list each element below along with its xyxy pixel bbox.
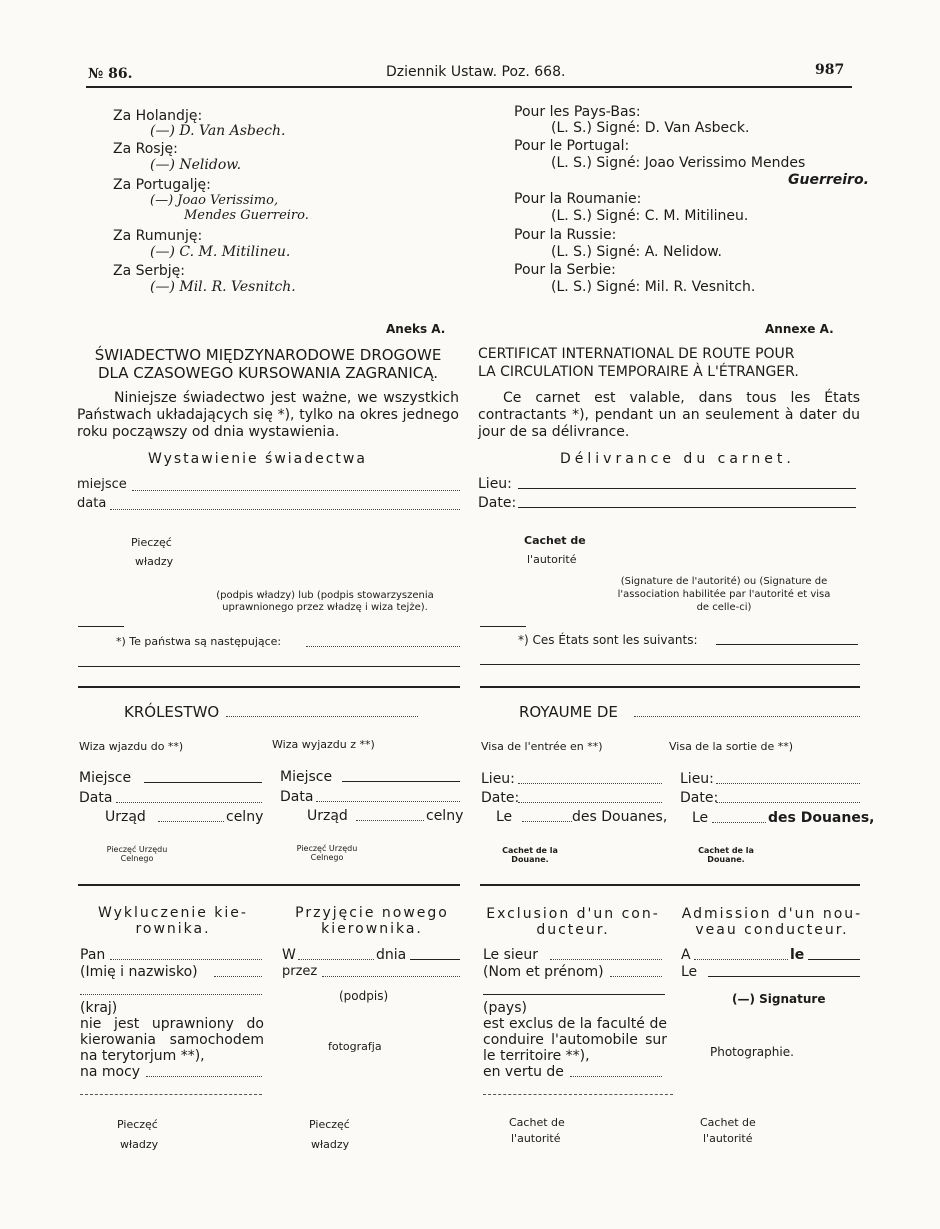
footnote-field-fr[interactable] [716, 644, 858, 645]
footnote-fr: *) Ces États sont les suivants: [518, 633, 698, 647]
visa-entry-pl: Wiza wjazdu do **) [79, 740, 184, 753]
signature-label-fr: (—) Signature [732, 992, 826, 1006]
data-exit-field[interactable] [316, 801, 460, 802]
signatory-country: Za Rosję: [113, 141, 178, 157]
exclusion-text-pl: nie jest uprawniony do kierowania samochodem na terytorjum **), [80, 1016, 264, 1064]
dnia-field[interactable] [410, 959, 460, 960]
rule-customs-pl [78, 884, 460, 886]
annex-label-pl: Aneks A. [386, 322, 446, 336]
exclusion-title-fr: Exclusion d'un con- [486, 906, 660, 922]
date-label-pl: data [77, 496, 107, 511]
miejsce-exit-label: Miejsce [280, 769, 333, 785]
a-label: A [681, 947, 691, 963]
signatory-country: Za Rumunję: [113, 228, 203, 244]
admission-title-fr-2: veau conducteur. [695, 922, 849, 938]
lieu-field-fr[interactable] [518, 488, 856, 489]
signature-note-fr-2: l'association habilitée par l'autorité et visa [617, 589, 831, 600]
urzad-exit-label: Urząd [307, 808, 348, 824]
le-label-adm-2: Le [681, 964, 698, 980]
signatory-name: (—) Mil. R. Vesnitch. [150, 279, 296, 295]
le-label-adm: le [790, 947, 805, 963]
pan-field[interactable] [110, 959, 262, 960]
signatory-name: (—) C. M. Mitilineu. [150, 244, 291, 260]
seal-label-fr-2: l'autorité [527, 553, 577, 566]
nom-field[interactable] [610, 976, 662, 977]
lieu-exit-label: Lieu: [680, 771, 714, 787]
kingdom-label-fr: ROYAUME DE [519, 703, 618, 721]
seal-label-pl: Pieczęć [131, 536, 172, 549]
certificate-subtitle-pl: DLA CZASOWEGO KURSOWANIA ZAGRANICĄ. [97, 364, 439, 382]
signatory-name: (L. S.) Signé: A. Nelidow. [551, 244, 722, 260]
lieu-entry-label: Lieu: [481, 771, 515, 787]
photo-label-fr: Photographie. [710, 1045, 794, 1059]
rule-customs-fr [480, 884, 860, 886]
footnote-rule-fr [480, 626, 526, 627]
certificate-title-fr: CERTIFICAT INTERNATIONAL DE ROUTE POUR [478, 346, 795, 362]
date-entry-field[interactable] [518, 802, 662, 803]
seal-bottom-pl-1: Pieczęć [117, 1118, 158, 1131]
page-number-label: № 86. [88, 66, 133, 82]
date-field-pl[interactable] [110, 509, 460, 510]
kingdom-field-fr[interactable] [634, 716, 860, 717]
footnote-rule-pl [78, 626, 124, 627]
signatory-country: Za Portugalję: [113, 177, 211, 193]
customs-seal-entry-fr: Cachet de la [502, 846, 558, 855]
przez-field[interactable] [322, 976, 460, 977]
admission-title-fr: Admission d'un nou- [681, 906, 863, 922]
a-field[interactable] [694, 959, 788, 960]
pan-label: Pan [80, 947, 106, 963]
en-vertu-field-2[interactable] [483, 1094, 673, 1095]
kingdom-field-pl[interactable] [226, 716, 418, 717]
name-field-pl[interactable] [214, 976, 262, 977]
signatory-name: (—) Joao Verissimo, [150, 193, 279, 208]
fotografja-label: fotografja [328, 1040, 382, 1053]
intro-pl: Niniejsze świadectwo jest ważne, we wszystkich Państwach układających się *), tylko na okres jednego roku począwszy od dnia wystawienia. [77, 390, 459, 440]
urzad-entry-field[interactable] [158, 821, 224, 822]
header-rule [86, 86, 852, 88]
podpis-label: (podpis) [339, 989, 389, 1003]
pays-field[interactable] [483, 994, 665, 995]
exclusion-title-fr-2: ducteur. [536, 922, 610, 938]
seal-bottom-fr-1b: l'autorité [511, 1132, 561, 1145]
seal-bottom-pl-2b: władzy [311, 1138, 350, 1151]
signatory-country: Za Serbję: [113, 263, 185, 279]
visa-entry-fr: Visa de l'entrée en **) [481, 740, 603, 753]
w-label: W [282, 947, 296, 963]
signatory-country: Pour la Roumanie: [514, 191, 642, 207]
country-field-pl[interactable] [80, 994, 262, 995]
miejsce-exit-field[interactable] [342, 781, 460, 782]
customs-seal-entry-pl-2: Celnego [120, 854, 154, 863]
urzad-entry-label: Urząd [105, 809, 146, 825]
exclusion-title-pl-2: rownika. [135, 921, 211, 937]
nom-label: (Nom et prénom) [483, 964, 604, 980]
signatory-country: Pour la Russie: [514, 227, 617, 243]
seal-bottom-fr-1: Cachet de [509, 1116, 565, 1129]
signatory-name: Mendes Guerreiro. [184, 208, 309, 223]
na-mocy-field[interactable] [146, 1076, 262, 1077]
signatory-name: (L. S.) Signé: D. Van Asbeck. [551, 120, 750, 136]
signature-note-pl-2: uprawnionego przez władzę i wiza tejże). [222, 602, 428, 613]
lieu-entry-field[interactable] [518, 783, 662, 784]
seal-label-fr: Cachet de [524, 534, 586, 547]
sieur-label: Le sieur [483, 947, 539, 963]
signatory-name: Guerreiro. [788, 172, 869, 188]
customs-seal-entry-fr-2: Douane. [511, 855, 549, 864]
urzad-exit-field[interactable] [356, 820, 424, 821]
dnia-label: dnia [376, 947, 407, 963]
name-label-pl: (Imię i nazwisko) [80, 964, 198, 980]
customs-seal-exit-fr: Cachet de la [698, 846, 754, 855]
journal-title: Dziennik Ustaw. Poz. 668. [386, 64, 566, 80]
date-label-fr: Date: [478, 495, 517, 511]
admission-title-pl-2: kierownika. [321, 921, 423, 937]
exclusion-title-pl: Wykluczenie kie- [98, 905, 248, 921]
date-field-fr[interactable] [518, 507, 856, 508]
le-field-adm-2[interactable] [708, 976, 860, 977]
certificate-subtitle-fr: LA CIRCULATION TEMPORAIRE À L'ÉTRANGER. [478, 364, 799, 380]
data-entry-label: Data [79, 790, 113, 806]
kraj-label: (kraj) [80, 1000, 118, 1016]
visa-exit-pl: Wiza wyjazdu z **) [272, 738, 375, 751]
data-entry-field[interactable] [116, 802, 262, 803]
intro-fr: Ce carnet est valable, dans tous les États contractants *), pendant un an seulement à dater du jour de sa délivrance. [478, 390, 860, 440]
celny-exit-label: celny [426, 808, 464, 824]
lieu-exit-field[interactable] [716, 783, 860, 784]
lieu-label-fr: Lieu: [478, 476, 512, 492]
customs-seal-exit-pl: Pieczęć Urzędu [296, 844, 358, 853]
signatory-country: Pour la Serbie: [514, 262, 616, 278]
rule-fr-thick [480, 686, 860, 688]
en-vertu-field[interactable] [570, 1076, 662, 1077]
seal-bottom-fr-2b: l'autorité [703, 1132, 753, 1145]
le-field-adm[interactable] [808, 959, 860, 960]
na-mocy-label: na mocy [80, 1064, 141, 1080]
issue-heading-fr: Délivrance du carnet. [560, 451, 795, 467]
celny-entry-label: celny [226, 809, 264, 825]
kingdom-label-pl: KRÓLESTWO [124, 703, 220, 721]
le-exit-field[interactable] [712, 822, 766, 823]
annex-label-fr: Annexe A. [765, 322, 834, 336]
pays-label: (pays) [483, 1000, 527, 1016]
seal-bottom-pl-2: Pieczęć [309, 1118, 350, 1131]
signatory-country: Pour le Portugal: [514, 138, 630, 154]
place-label-pl: miejsce [77, 477, 127, 492]
signature-note-pl: (podpis władzy) lub (podpis stowarzyszenia [216, 590, 434, 601]
signature-note-fr-3: de celle-ci) [696, 602, 752, 613]
le-entry-field[interactable] [522, 821, 572, 822]
footnote-field-pl[interactable] [306, 646, 460, 647]
signatory-name: (—) Nelidow. [150, 157, 242, 173]
na-mocy-field-2[interactable] [80, 1094, 262, 1095]
douanes-entry-label: des Douanes, [572, 809, 668, 825]
customs-seal-exit-pl-2: Celnego [310, 853, 344, 862]
certificate-title-pl: ŚWIADECTWO MIĘDZYNARODOWE DROGOWE [94, 346, 442, 364]
miejsce-entry-label: Miejsce [79, 770, 132, 786]
en-vertu-label: en vertu de [483, 1064, 564, 1080]
exclusion-text-fr: est exclus de la faculté de conduire l'automobile sur le territoire **), [483, 1016, 667, 1064]
rule-pl-thick [78, 686, 460, 688]
le-entry-label: Le [496, 809, 513, 825]
date-exit-field[interactable] [716, 802, 860, 803]
issue-heading-pl: Wystawienie świadectwa [148, 451, 367, 467]
signatory-name: (L. S.) Signé: C. M. Mitilineu. [551, 208, 749, 224]
place-field-pl[interactable] [132, 490, 460, 491]
date-exit-label: Date: [680, 790, 719, 806]
seal-label-pl-2: władzy [135, 555, 174, 568]
miejsce-entry-field[interactable] [144, 782, 262, 783]
customs-seal-entry-pl: Pieczęć Urzędu [106, 845, 168, 854]
seal-bottom-pl-1b: władzy [120, 1138, 159, 1151]
w-field[interactable] [298, 959, 374, 960]
signatory-country: Za Holandję: [113, 108, 203, 124]
przez-label: przez [282, 964, 318, 979]
data-exit-label: Data [280, 789, 314, 805]
customs-seal-exit-fr-2: Douane. [707, 855, 745, 864]
seal-bottom-fr-2: Cachet de [700, 1116, 756, 1129]
signature-note-fr: (Signature de l'autorité) ou (Signature de [620, 576, 828, 587]
rule-fr [480, 664, 860, 665]
sieur-field[interactable] [550, 959, 662, 960]
rule-pl [78, 666, 460, 667]
visa-exit-fr: Visa de la sortie de **) [669, 740, 794, 753]
signatory-name: (—) D. Van Asbech. [150, 123, 286, 139]
le-exit-label: Le [692, 810, 709, 826]
signatory-name: (L. S.) Signé: Joao Verissimo Mendes [551, 155, 806, 171]
date-entry-label: Date: [481, 790, 520, 806]
footnote-pl: *) Te państwa są następujące: [116, 635, 282, 648]
signatory-country: Pour les Pays-Bas: [514, 104, 641, 120]
admission-title-pl: Przyjęcie nowego [295, 905, 449, 921]
signatory-name: (L. S.) Signé: Mil. R. Vesnitch. [551, 279, 756, 295]
page-number: 987 [815, 62, 845, 78]
douanes-exit-label: des Douanes, [768, 810, 875, 826]
